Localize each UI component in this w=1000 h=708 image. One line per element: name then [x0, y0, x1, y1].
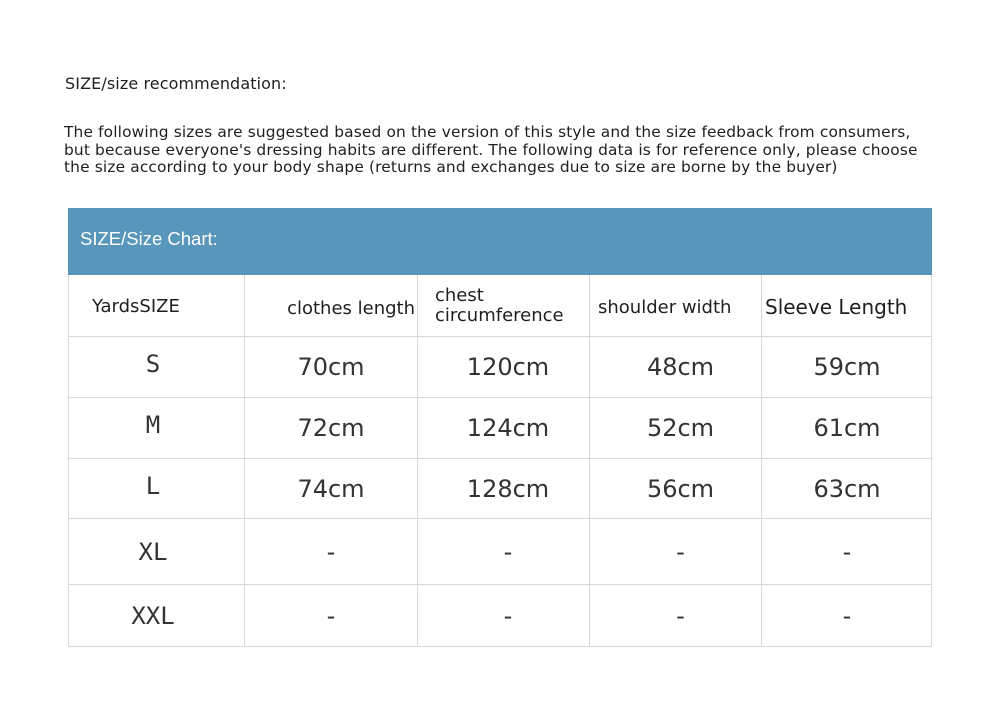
size-label: M	[145, 411, 161, 439]
chest-circumference-value: 128cm	[466, 474, 550, 503]
size-label: XL	[138, 537, 168, 566]
note-line: but because everyone's dressing habits are different. The following data is for reference only, please choose	[64, 140, 918, 159]
clothes-length-value: -	[326, 601, 336, 630]
column-header-chest-label: chest circumference	[435, 285, 564, 326]
size-chart-title: SIZE/Size Chart:	[80, 228, 218, 249]
shoulder-width-value: -	[676, 537, 685, 566]
note-line: the size according to your body shape (returns and exchanges due to size are borne by the buyer)	[64, 158, 838, 176]
chest-circumference-value: -	[503, 601, 513, 630]
clothes-length-value: 72cm	[297, 414, 365, 442]
sleeve-length-value: -	[842, 537, 852, 566]
shoulder-width-value: 48cm	[646, 353, 715, 381]
sleeve-length-value: 61cm	[813, 414, 881, 442]
size-label: L	[145, 471, 161, 500]
shoulder-width-value: 56cm	[646, 474, 715, 503]
column-header-clothes-length: clothes length	[287, 297, 415, 319]
chest-circumference-value: -	[503, 537, 513, 566]
column-header-chest-circumference	[418, 276, 589, 336]
sleeve-length-value: 63cm	[813, 474, 881, 503]
sleeve-length-value: -	[842, 601, 852, 630]
note-line: The following sizes are suggested based on the version of this style and the size feedback from consumers,	[64, 123, 911, 141]
column-header-shoulder-width: shoulder width	[598, 296, 732, 318]
sleeve-length-value: 59cm	[813, 353, 881, 381]
size-label: XXL	[131, 601, 175, 630]
size-chart-header-bar	[68, 208, 932, 275]
clothes-length-value: 70cm	[297, 353, 365, 381]
shoulder-width-value: 52cm	[646, 414, 715, 442]
column-header-size: YardsSIZE	[92, 296, 180, 317]
size-chart-table	[68, 208, 932, 647]
shoulder-width-value: -	[676, 601, 685, 630]
clothes-length-value: 74cm	[297, 474, 365, 503]
chest-circumference-value: 124cm	[466, 414, 550, 442]
clothes-length-value: -	[326, 537, 336, 566]
page-heading: SIZE/size recommendation:	[65, 74, 287, 93]
size-advice-note	[64, 124, 939, 177]
size-label: S	[145, 350, 161, 378]
column-header-sleeve-length: Sleeve Length	[765, 295, 908, 319]
chest-circumference-value: 120cm	[466, 353, 550, 381]
